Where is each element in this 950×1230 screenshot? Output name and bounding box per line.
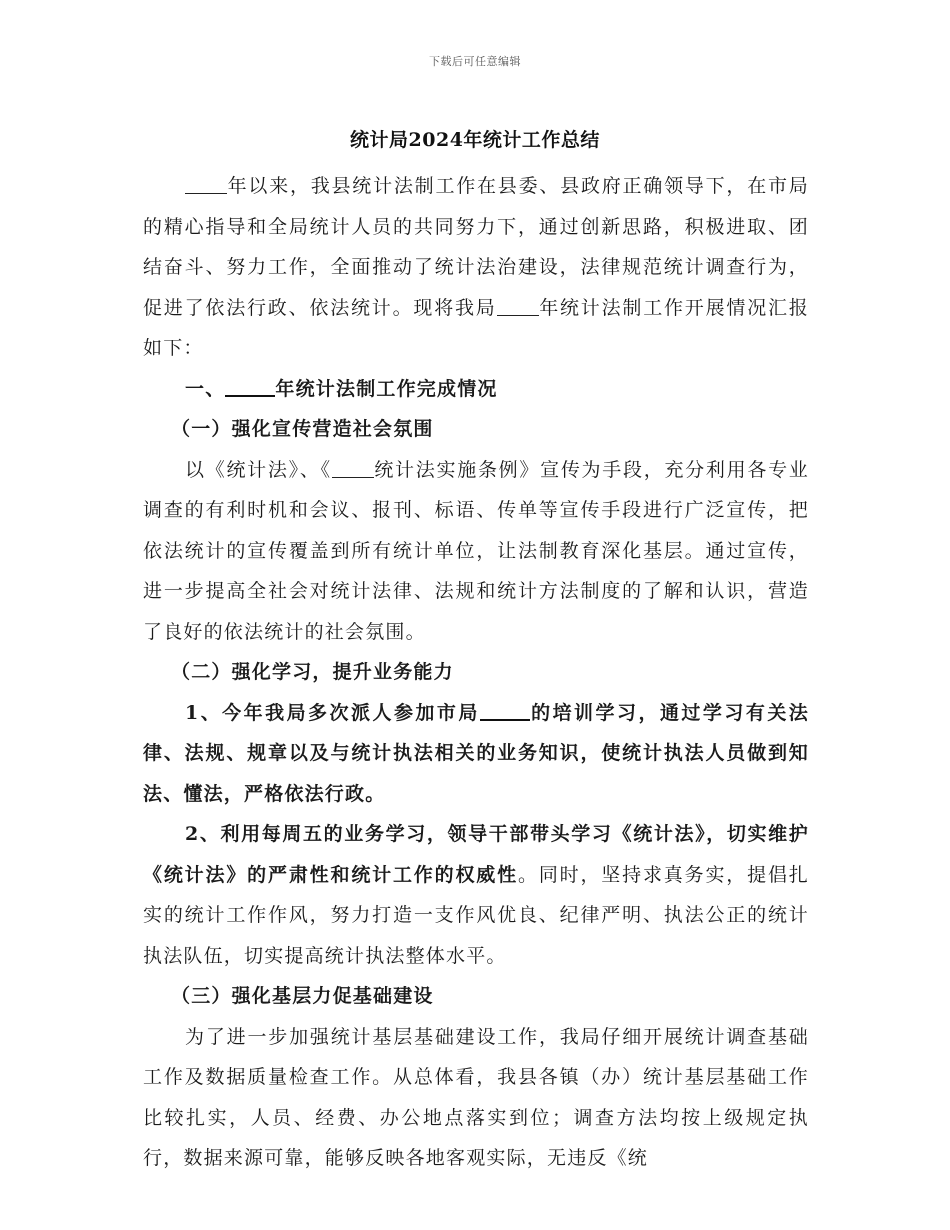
subsection-3-paragraph: 为了进一步加强统计基层基础建设工作，我局仔细开展统计调查基础工作及数据质量检查工作。从总体看，我县各镇（办）统计基层基础工作比较扎实，人员、经费、办公地点落实到位；调查方法均按上级规定执行，数据来源可靠，能够反映各地客观实际，无违反《统 <box>143 1025 809 1169</box>
section-heading-1: 一、 年统计法制工作完成情况 <box>185 377 498 400</box>
document-title: 统计局2024年统计工作总结 <box>350 129 600 151</box>
page-header: 下载后可任意编辑 <box>429 55 521 68</box>
subsection-1-paragraph: 以《统计法》、《 统计法实施条例》宣传为手段，充分利用各专业调查的有利时机和会议、报刊、标语、传单等宣传手段进行广泛宣传，把依法统计的宣传覆盖到所有统计单位，让法制教育深化基层。通过宣传，进一步提高全社会对统计法律、法规和统计方法制度的了解和认识，营造了良好的依法统计的社会氛围。 <box>143 458 809 643</box>
subsection-heading-3: （三）强化基层力促基础建设 <box>171 985 434 1007</box>
fill-blank <box>225 376 275 397</box>
intro-paragraph: 年以来，我县统计法制工作在县委、县政府正确领导下，在市局的精心指导和全局统计人员的共同努力下，通过创新思路，积极进取、团结奋斗、努力工作，全面推动了统计法治建设，法律规范统计调查行为，促进了依法行政、依法统计。现将我局 年统计法制工作开展情况汇报如下： <box>143 175 809 359</box>
fill-blank <box>497 296 539 316</box>
subsection-heading-2: （二）强化学习，提升业务能力 <box>171 661 454 683</box>
fill-blank <box>332 458 374 478</box>
fill-blank <box>480 700 530 721</box>
fill-blank <box>185 174 227 194</box>
subsection-2-item-1: 1、今年我局多次派人参加市局 的培训学习，通过学习有关法律、法规、规章以及与统计执法相关的业务知识，使统计执法人员做到知法、懂法，严格依法行政。 <box>143 701 809 805</box>
subsection-heading-1: （一）强化宣传营造社会氛围 <box>171 418 434 440</box>
subsection-2-item-2: 2、利用每周五的业务学习，领导干部带头学习《统计法》，切实维护《统计法》的严肃性和统计工作的权威性。同时，坚持求真务实，提倡扎实的统计工作作风，努力打造一支作风优良、纪律严明、执法公正的统计执法队伍，切实提高统计执法整体水平。 <box>143 823 809 967</box>
document-body <box>143 166 809 1179</box>
